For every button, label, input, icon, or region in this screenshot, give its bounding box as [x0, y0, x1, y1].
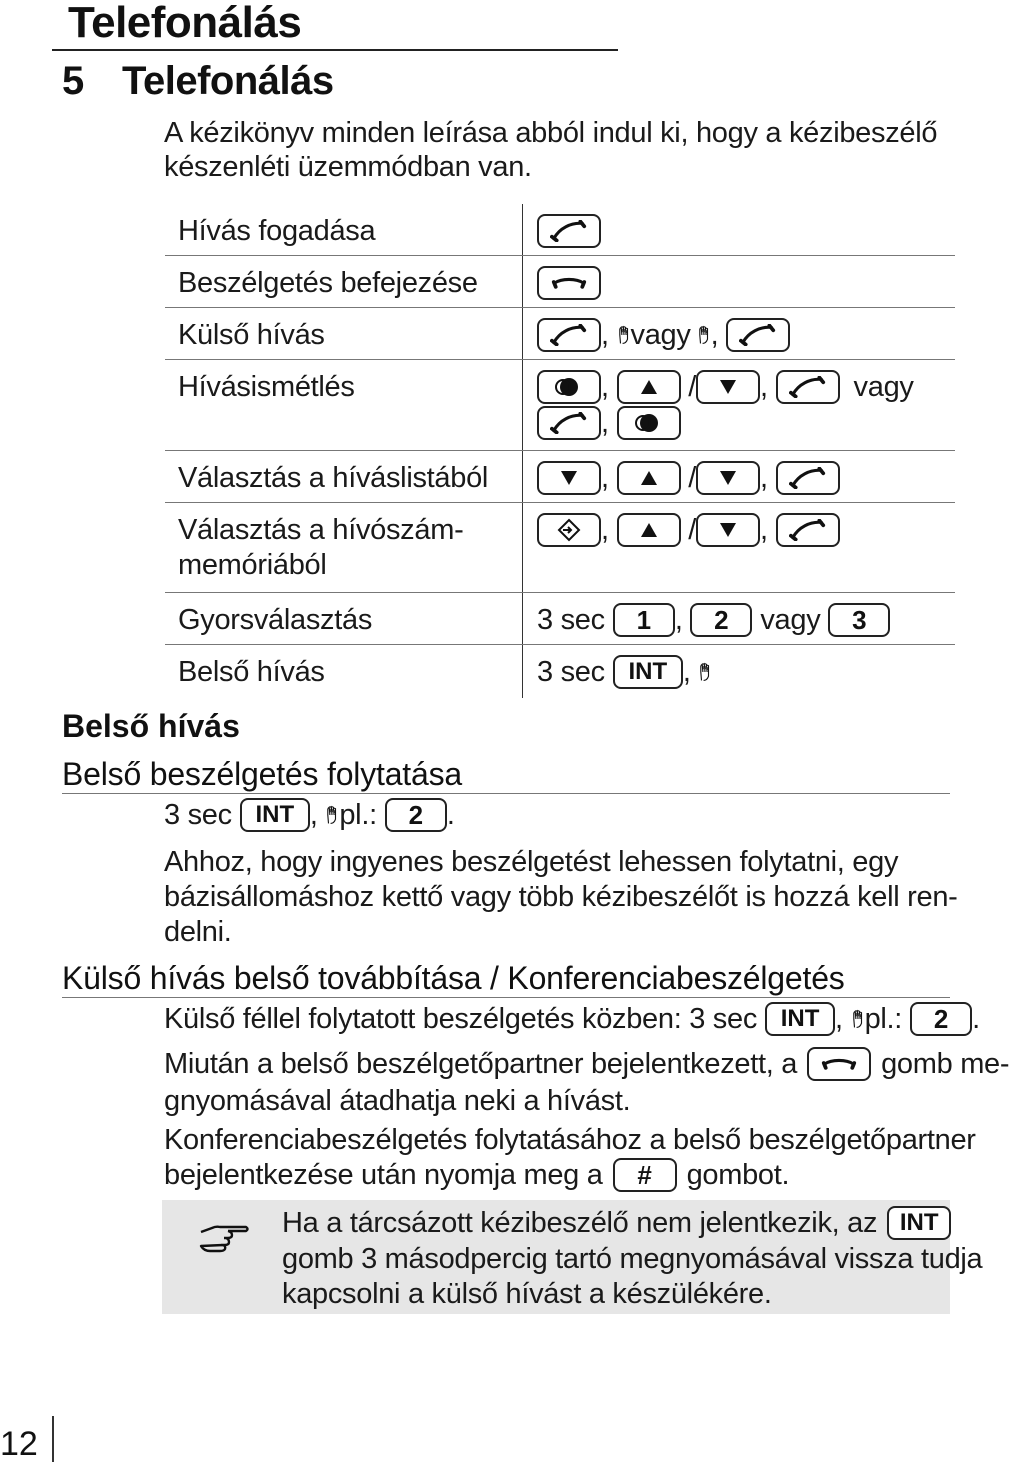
row-value-answer-call	[537, 214, 601, 248]
transfer-p2-line1	[164, 1047, 1009, 1081]
row-value-end-call	[537, 266, 601, 300]
transfer-p3-line2	[164, 1158, 789, 1192]
row-label-external-call: Külső hívás	[178, 319, 325, 351]
digit-key-2: 2	[690, 603, 752, 637]
redial-key-icon	[537, 370, 601, 404]
row-label-phonebook-line2: memóriából	[178, 549, 327, 581]
row-value-phonebook: , / ,	[537, 513, 840, 547]
end-key-icon	[537, 266, 601, 300]
hold-duration: 3 sec	[537, 655, 605, 688]
internal-call-paragraph-line3: delni.	[164, 916, 232, 948]
table-row-line	[165, 359, 955, 360]
internal-call-paragraph-line2: bázisállomáshoz kettő vagy több kézibeszélőt is hozzá kell ren-	[164, 881, 958, 913]
keypad-entry-icon	[698, 659, 712, 685]
digit-key-2: 2	[910, 1002, 972, 1036]
down-arrow-key-icon	[696, 370, 760, 404]
down-arrow-key-icon	[696, 513, 760, 547]
down-arrow-key-icon	[537, 461, 601, 495]
note-line1	[282, 1206, 951, 1240]
note-box	[162, 1200, 983, 1314]
hold-duration: 3 sec	[537, 603, 605, 636]
row-value-internal-call: 3 sec INT ,	[537, 655, 712, 689]
row-value-external-call: , vagy ,	[537, 318, 790, 352]
talk-key-icon	[537, 406, 601, 440]
note-line3: kapcsolni a külső hívást a készülékére.	[282, 1278, 772, 1310]
transfer-subheading: Külső hívás belső továbbítása / Konferenciabeszélgetés	[62, 960, 845, 996]
talk-key-icon	[537, 318, 601, 352]
internal-call-sequence: 3 sec INT , pl.: 2 .	[164, 798, 455, 831]
up-arrow-key-icon	[617, 461, 681, 495]
row-label-end-call: Beszélgetés befejezése	[178, 267, 478, 299]
table-row-line	[165, 644, 955, 645]
page-number-rule	[52, 1416, 54, 1462]
table-row-line	[165, 592, 955, 593]
pointing-hand-icon	[198, 1218, 250, 1254]
page-number: 12	[0, 1425, 38, 1463]
transfer-p3-text-a: bejelentkezése után nyomja meg a	[164, 1158, 603, 1191]
redial-key-icon	[617, 406, 681, 440]
digit-key-1: 1	[613, 603, 675, 637]
internal-call-paragraph-line1: Ahhoz, hogy ingyenes beszélgetést lehessen folytatni, egy	[164, 846, 899, 878]
table-row-line	[165, 307, 955, 308]
text-vagy: vagy	[630, 318, 691, 351]
transfer-p3-line1: Konferenciabeszélgetés folytatásához a belső beszélgetőpartner	[164, 1124, 976, 1156]
internal-call-subheading: Belső beszélgetés folytatása	[62, 756, 462, 792]
row-label-internal-call: Belső hívás	[178, 656, 325, 688]
transfer-p3-text-b: gombot.	[686, 1158, 790, 1191]
keypad-entry-icon	[617, 322, 631, 348]
talk-key-icon	[776, 461, 840, 495]
keypad-entry-icon	[697, 322, 711, 348]
hold-duration: 3 sec	[164, 798, 232, 831]
hash-key: #	[613, 1158, 677, 1192]
up-arrow-key-icon	[617, 370, 681, 404]
keypad-entry-icon	[325, 802, 339, 828]
transfer-sequence: Külső féllel folytatott beszélgetés közben: 3 sec INT , pl.: 2 .	[164, 1002, 980, 1035]
text-vagy: vagy	[760, 603, 821, 636]
table-row-line	[165, 255, 955, 256]
phonebook-key-icon	[537, 513, 601, 547]
text-vagy: vagy	[853, 370, 914, 403]
talk-key-icon	[776, 513, 840, 547]
row-label-speed-dial: Gyorsválasztás	[178, 604, 373, 636]
intro-line-2: készenléti üzemmódban van.	[164, 151, 532, 183]
row-label-call-list: Választás a híváslistából	[178, 462, 489, 494]
row-value-redial-line2: ,	[537, 406, 681, 440]
header-rule	[52, 49, 618, 51]
section-title-text: Telefonálás	[122, 59, 334, 103]
row-label-redial: Hívásismétlés	[178, 371, 355, 403]
transfer-p2-text-a: Miután a belső beszélgetőpartner bejelentkezett, a	[164, 1047, 798, 1080]
section-title	[62, 58, 334, 104]
talk-key-icon	[726, 318, 790, 352]
transfer-p2-line2: gnyomásával átadhatja neki a hívást.	[164, 1085, 631, 1117]
int-key: INT	[887, 1206, 951, 1240]
int-key: INT	[240, 798, 310, 832]
row-label-answer-call: Hívás fogadása	[178, 215, 376, 247]
row-label-phonebook-line1: Választás a hívószám-	[178, 514, 464, 546]
row-value-call-list: , / ,	[537, 461, 840, 495]
row-value-redial-line1: , / , vagy	[537, 370, 914, 404]
transfer-line1-text: Külső féllel folytatott beszélgetés közben: 3 sec	[164, 1002, 758, 1035]
example-label: pl.:	[339, 798, 377, 831]
example-label: pl.:	[864, 1002, 903, 1035]
talk-key-icon	[537, 214, 601, 248]
int-key: INT	[613, 655, 683, 689]
subheading-rule	[62, 997, 950, 998]
header-title: Telefonálás	[68, 0, 302, 47]
digit-key-3: 3	[828, 603, 890, 637]
row-value-speed-dial: 3 sec 1 , 2 vagy 3	[537, 603, 890, 637]
transfer-p2-text-b: gomb me-	[881, 1047, 1009, 1080]
keypad-entry-icon	[851, 1006, 865, 1032]
subheading-rule	[62, 793, 950, 794]
down-arrow-key-icon	[696, 461, 760, 495]
table-row-line	[165, 450, 955, 451]
internal-call-heading: Belső hívás	[62, 708, 240, 744]
end-key-icon	[807, 1047, 871, 1081]
up-arrow-key-icon	[617, 513, 681, 547]
table-vertical-rule	[522, 204, 523, 698]
note-text-1: Ha a tárcsázott kézibeszélő nem jelentkezik, az	[282, 1206, 878, 1239]
int-key: INT	[765, 1002, 835, 1036]
intro-line-1: A kézikönyv minden leírása abból indul ki, hogy a kézibeszélő	[164, 117, 938, 149]
note-line2: gomb 3 másodpercig tartó megnyomásával vissza tudja	[282, 1243, 983, 1275]
talk-key-icon	[776, 370, 840, 404]
digit-key-2: 2	[385, 798, 447, 832]
section-number: 5	[62, 59, 84, 103]
table-row-line	[165, 502, 955, 503]
